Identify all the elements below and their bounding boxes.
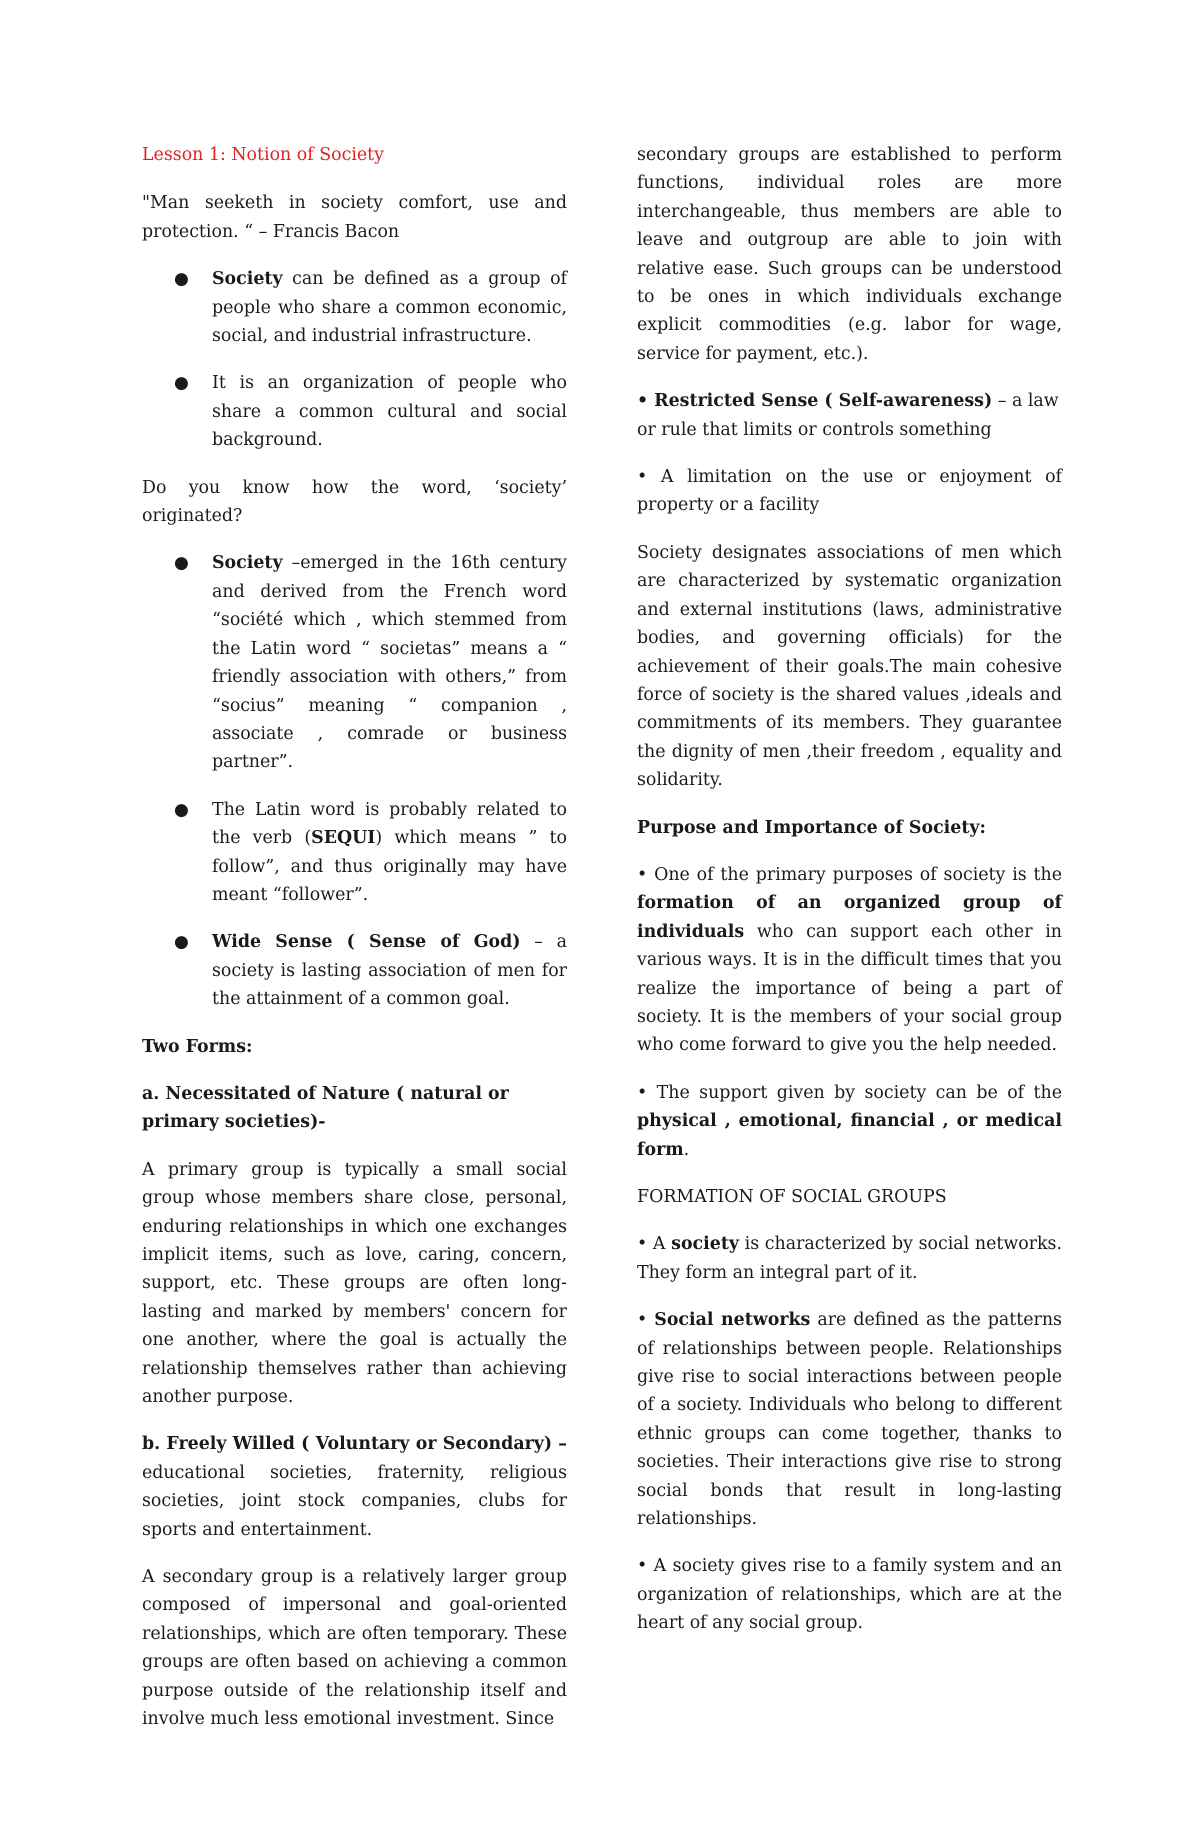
list-item	[142, 369, 567, 454]
formation-heading: FORMATION OF SOCIAL GROUPS	[637, 1187, 947, 1207]
form-a-heading: a. Necessitated of Nature ( natural or primary societies)-	[142, 1083, 509, 1133]
origin-text: –emerged in the 16th century and derived from the French word “société which , which stemmed from the Latin word “ societas” means a “ friendly association with others,” from “socius” meaning “ companion , associate , comrade or business partner”.	[212, 553, 567, 773]
bullet-icon: ●	[174, 799, 189, 820]
formation-paragraph-3: • A society gives rise to a family system and an organization of relationships, which are at the heart of any social group.	[637, 1556, 1062, 1634]
form-b-heading: b. Freely Willed ( Voluntary or Secondary) –	[142, 1434, 567, 1455]
list-item	[142, 928, 567, 1013]
formation-paragraph-1: • A society is characterized by social networks. They form an integral part of it.	[637, 1234, 1063, 1283]
list-item	[142, 265, 567, 350]
term-wide-sense: Wide Sense ( Sense of God)	[212, 932, 521, 953]
bullet-icon: ●	[174, 932, 189, 953]
purpose-heading: Purpose and Importance of Society:	[637, 817, 986, 838]
restricted-sense-heading: • Restricted Sense ( Self-awareness)	[637, 391, 993, 412]
limitation-paragraph: • A limitation on the use or enjoyment of property or a facility	[637, 467, 1062, 516]
designates-paragraph: Society designates associations of men which are characterized by systematic organization and external institutions (laws, administrative bodies, and governing officials) for the achievement of their goals.The main cohesive force of society is the shared values ,ideals and commitments of its members. They guarantee the dignity of men ,their freedom , equality and solidarity.	[637, 542, 1062, 791]
latin-text-pre: The Latin word is probably related to the verb (	[212, 799, 567, 849]
two-forms-heading: Two Forms:	[142, 1036, 253, 1057]
purpose-paragraph-2: • The support given by society can be of the physical , emotional, financial , or medical form.	[637, 1082, 1062, 1160]
list-item	[142, 549, 567, 776]
list-item	[142, 796, 567, 910]
formation-paragraph-2: • Social networks are defined as the patterns of relationships between people. Relationships give rise to social interactions between people of a society. Individuals who belong to different ethnic groups can come together, thanks to societies. Their interactions give rise to strong social bonds that result in long-lasting relationships.	[637, 1310, 1062, 1530]
definition-text: can be defined as a group of people who share a common economic, social, and industrial infrastructure.	[212, 269, 567, 347]
secondary-continued-paragraph: secondary groups are established to perform functions, individual roles are more interchangeable, thus members are able to leave and outgroup are able to join with relative ease. Such groups can be understood to be ones in which individuals exchange explicit commodities (e.g. labor for wage, service for payment, etc.).	[637, 145, 1062, 364]
latin-text-post: ) which means ” to follow”, and thus originally may have meant “follower”.	[212, 828, 568, 905]
term-sequi: SEQUI	[311, 828, 376, 849]
term-society: Society	[212, 553, 283, 574]
left-column	[142, 141, 567, 1753]
right-column	[637, 141, 1062, 1657]
origin-question: Do you know how the word, ‘society’ originated?	[142, 477, 567, 527]
form-b-paragraph: b. Freely Willed ( Voluntary or Secondary) – educational societies, fraternity, religious societies, joint stock companies, clubs for sports and entertainment.	[142, 1434, 567, 1540]
secondary-group-paragraph: A secondary group is a relatively larger group composed of impersonal and goal-oriented relationships, which are often temporary. These groups are often based on achieving a common purpose outside of the relationship itself and involve much less emotional investment. Since	[142, 1567, 567, 1730]
term-society: Society	[212, 269, 283, 290]
restricted-sense-paragraph: • Restricted Sense ( Self-awareness) – a law or rule that limits or controls something	[637, 391, 1059, 440]
lesson-title: Lesson 1: Notion of Society	[142, 145, 384, 165]
bullet-icon: ●	[174, 373, 189, 394]
wide-sense-text: – a society is lasting association of men for the attainment of a common goal.	[212, 932, 567, 1010]
origin-list	[142, 549, 567, 1013]
definition-list	[142, 265, 567, 454]
definition-text: It is an organization of people who share a common cultural and social background.	[212, 373, 567, 451]
bullet-icon: ●	[174, 553, 189, 574]
bullet-icon: ●	[174, 269, 189, 290]
purpose-paragraph-1: • One of the primary purposes of society is the formation of an organized group of individuals who can support each other in various ways. It is in the difficult times that you realize the importance of being a part of society. It is the members of your social group who come forward to give you the help needed.	[637, 864, 1062, 1056]
primary-group-paragraph: A primary group is typically a small social group whose members share close, personal, enduring relationships in which one exchanges implicit items, such as love, caring, concern, support, etc. These groups are often long-lasting and marked by members' concern for one another, where the goal is actually the relationship themselves rather than achieving another purpose.	[142, 1159, 567, 1408]
bacon-quote: "Man seeketh in society comfort, use and protection. “ – Francis Bacon	[142, 193, 567, 242]
